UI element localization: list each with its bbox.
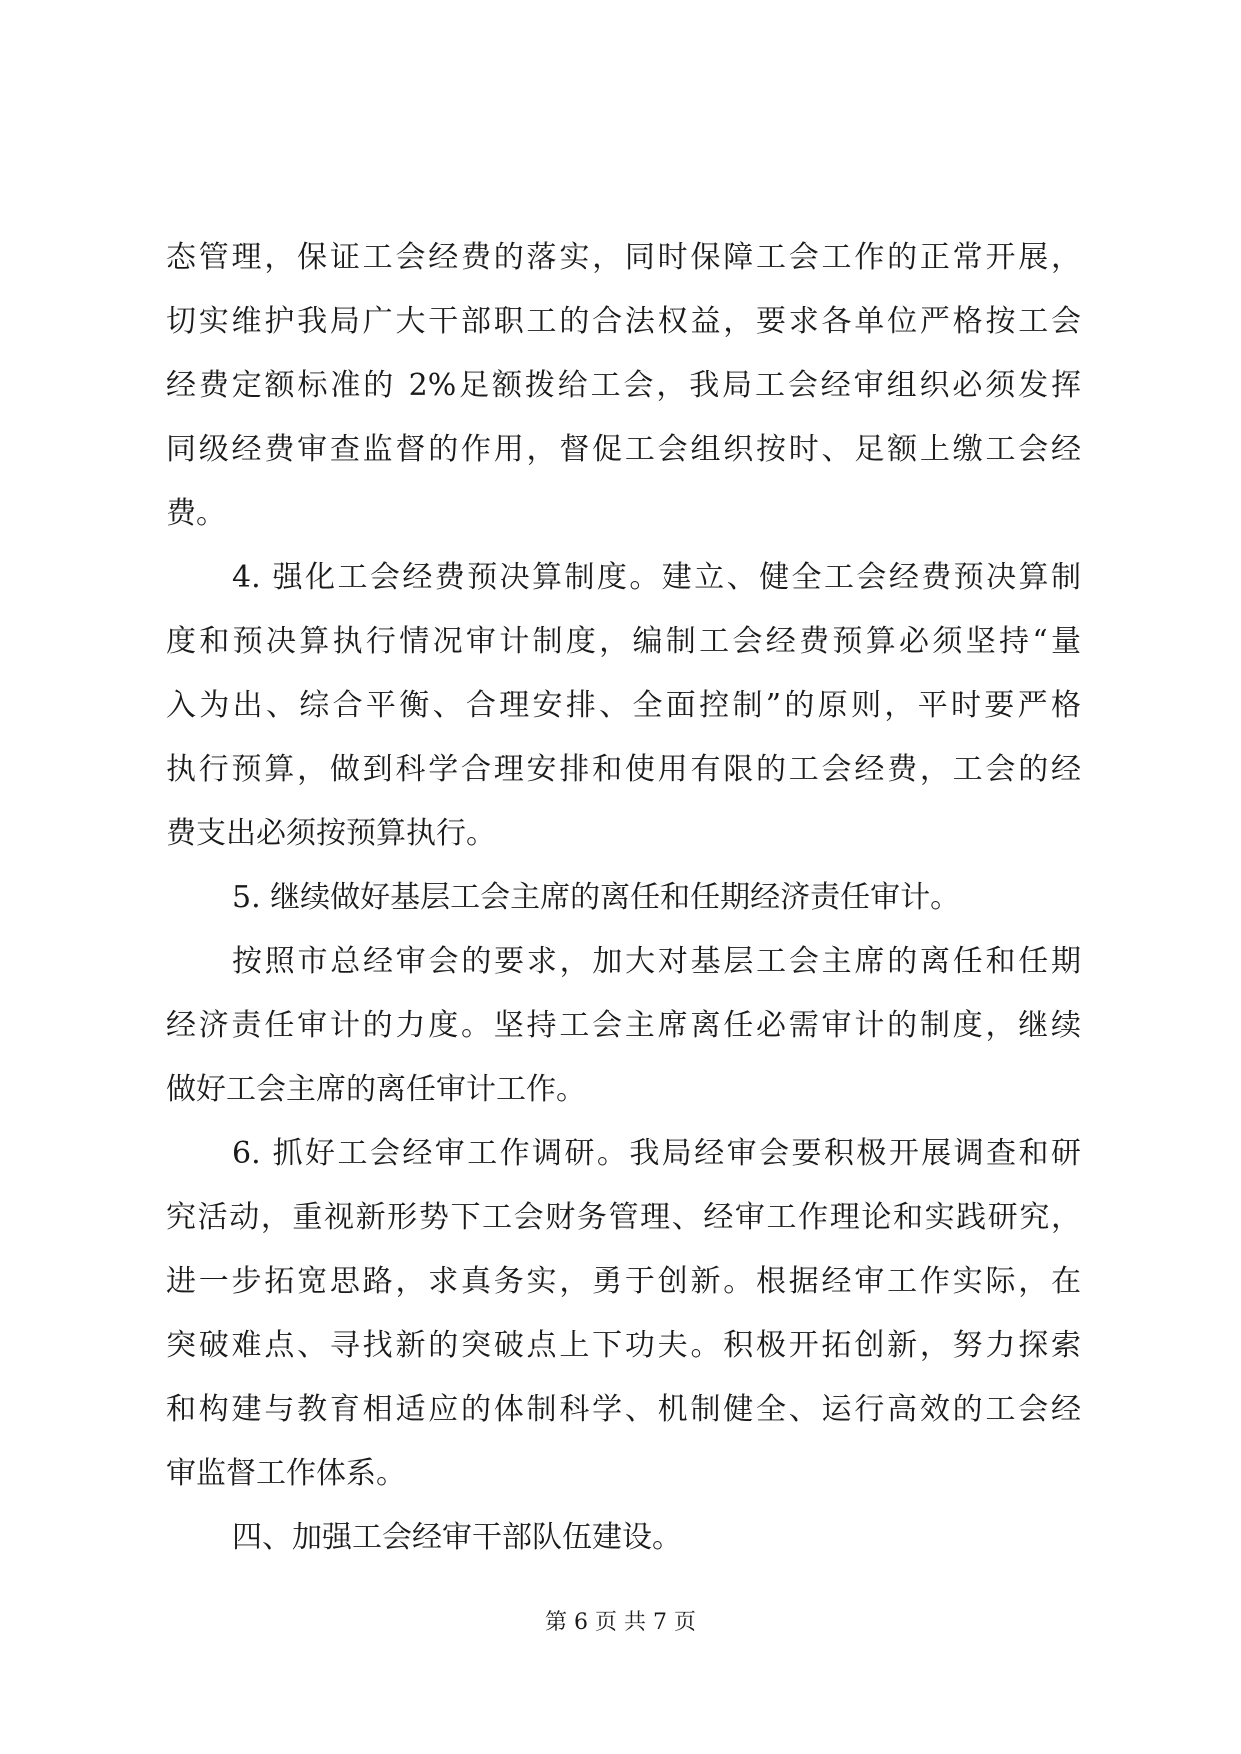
text-line: 执行预算，做到科学合理安排和使用有限的工会经费，工会的经	[166, 752, 1081, 787]
text-line: 5. 继续做好基层工会主席的离任和任期经济责任审计。	[232, 880, 961, 915]
text-line: 和构建与教育相适应的体制科学、机制健全、运行高效的工会经	[166, 1392, 1081, 1427]
page-footer: 第 6 页 共 7 页	[545, 1610, 696, 1635]
text-line: 6. 抓好工会经审工作调研。我局经审会要积极开展调查和研	[232, 1136, 1081, 1171]
text-line: 态管理，保证工会经费的落实，同时保障工会工作的正常开展，	[166, 240, 1081, 275]
text-line: 4. 强化工会经费预决算制度。建立、健全工会经费预决算制	[232, 560, 1081, 595]
text-line: 审监督工作体系。	[166, 1456, 406, 1491]
text-line: 四、加强工会经审干部队伍建设。	[232, 1520, 682, 1555]
text-line: 同级经费审查监督的作用，督促工会组织按时、足额上缴工会经	[166, 432, 1081, 467]
text-line: 究活动，重视新形势下工会财务管理、经审工作理论和实践研究，	[166, 1200, 1081, 1235]
text-line: 入为出、综合平衡、合理安排、全面控制”的原则，平时要严格	[166, 688, 1081, 723]
text-line: 进一步拓宽思路，求真务实，勇于创新。根据经审工作实际，在	[166, 1264, 1081, 1299]
text-line: 按照市总经审会的要求，加大对基层工会主席的离任和任期	[232, 944, 1081, 979]
text-line: 经费定额标准的 2%足额拨给工会，我局工会经审组织必须发挥	[166, 368, 1081, 403]
text-line: 切实维护我局广大干部职工的合法权益，要求各单位严格按工会	[166, 304, 1081, 339]
text-line: 度和预决算执行情况审计制度，编制工会经费预算必须坚持“量	[166, 624, 1081, 659]
text-line: 费。	[166, 496, 226, 531]
text-line: 突破难点、寻找新的突破点上下功夫。积极开拓创新，努力探索	[166, 1328, 1081, 1363]
text-line: 经济责任审计的力度。坚持工会主席离任必需审计的制度，继续	[166, 1008, 1081, 1043]
text-line: 费支出必须按预算执行。	[166, 816, 496, 851]
text-line: 做好工会主席的离任审计工作。	[166, 1072, 586, 1107]
body-text	[166, 226, 1081, 1570]
